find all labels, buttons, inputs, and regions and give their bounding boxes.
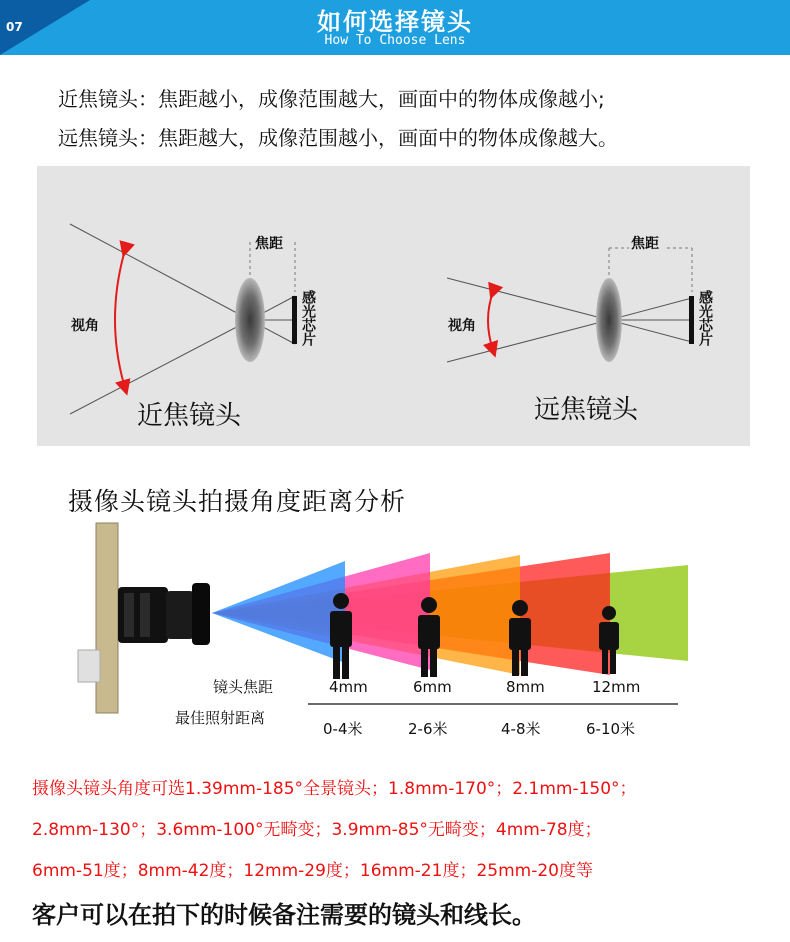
distance-label-4mm: 0-4米	[323, 720, 363, 738]
lens-diagram-panel	[37, 166, 750, 446]
footer-note: 客户可以在拍下的时候备注需要的镜头和线长。	[32, 900, 536, 929]
focal-label-12mm: 12mm	[592, 678, 641, 696]
focal-label-6mm: 6mm	[413, 678, 452, 696]
distance-row-label: 最佳照射距离	[175, 709, 266, 727]
near-sensor-label: 感光芯片	[300, 290, 316, 346]
near-lens-diagram	[70, 224, 297, 431]
near-focal-label: 焦距	[255, 236, 283, 252]
distance-label-8mm: 4-8米	[501, 720, 541, 738]
lens-diagram	[37, 166, 750, 446]
far-lens-diagram	[447, 235, 694, 425]
header-bar	[0, 0, 790, 55]
page-title: 如何选择镜头	[317, 7, 473, 36]
fov-section-title: 摄像头镜头拍摄角度距离分析	[68, 487, 407, 516]
distance-label-12mm: 6-10米	[586, 720, 636, 738]
beam-base	[212, 561, 345, 663]
page-number: 07	[6, 20, 23, 34]
far-caption: 远焦镜头	[534, 395, 639, 425]
page-subtitle: How To Choose Lens	[324, 33, 466, 48]
far-sensor-bar	[689, 296, 694, 344]
angle-options-line-1: 摄像头镜头角度可选1.39mm-185°全景镜头；1.8mm-170°；2.1mm-150°；	[32, 779, 637, 799]
fov-svg	[0, 515, 790, 765]
near-angle-label: 视角	[71, 318, 99, 334]
far-sensor-label: 感光芯片	[697, 290, 713, 346]
focal-label-4mm: 4mm	[329, 678, 368, 696]
focal-row-label: 镜头焦距	[213, 678, 274, 696]
near-caption: 近焦镜头	[137, 401, 242, 431]
far-angle-label: 视角	[448, 318, 476, 334]
angle-options-line-2: 2.8mm-130°；3.6mm-100°无畸变；3.9mm-85°无畸变；4mm-78度；	[32, 820, 602, 840]
focal-label-8mm: 8mm	[506, 678, 545, 696]
angle-options-line-3: 6mm-51度；8mm-42度；12mm-29度；16mm-21度；25mm-20度等	[32, 861, 593, 881]
intro-line-far: 远焦镜头：焦距越大，成像范围越小，画面中的物体成像越大。	[58, 126, 618, 150]
far-lens-shape	[596, 278, 622, 362]
intro-line-near: 近焦镜头：焦距越小，成像范围越大，画面中的物体成像越小;	[58, 87, 605, 111]
near-sensor-bar	[292, 296, 297, 344]
far-focal-label: 焦距	[631, 236, 659, 252]
distance-label-6mm: 2-6米	[408, 720, 448, 738]
near-angle-arrow	[115, 250, 125, 388]
far-angle-arrow	[488, 292, 493, 350]
camera-module-image	[78, 523, 210, 713]
near-lens-shape	[235, 278, 265, 362]
